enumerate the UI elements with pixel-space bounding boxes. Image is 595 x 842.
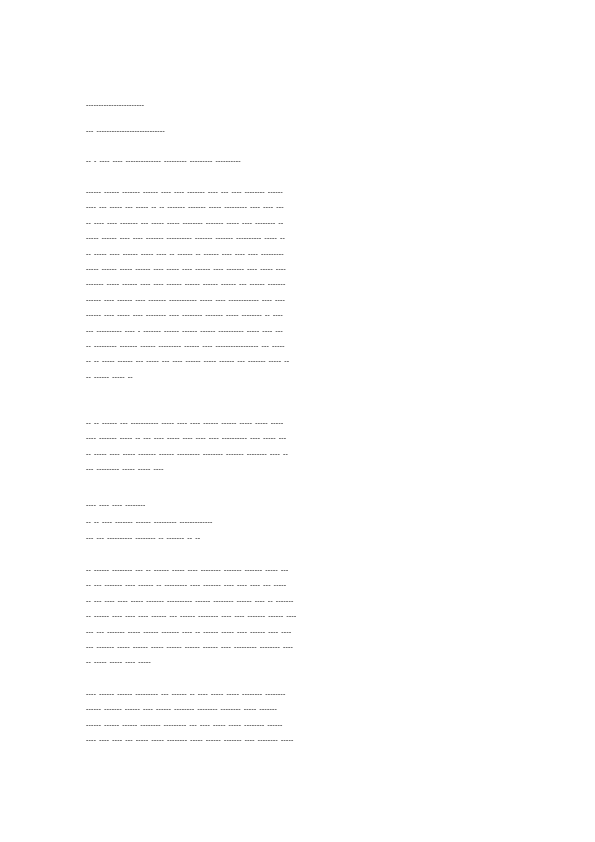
- paragraph-3-line: --- ------- ----- ------ ----- ------ ------ ------ ---- --------- -------- ----: [86, 643, 294, 651]
- paragraph-1-line: -- --------- ------- ------ --------- ------ ---- ----------------- --- -----: [86, 342, 285, 350]
- paragraph-1-line: ------ ---- ------ ---- ------- ----------- ----- ---- ------------ ---- ----: [86, 296, 286, 304]
- paragraph-1-line: ------ ---- ----- ---- -------- ---- -------- ------- ----- -------- -- ----: [86, 311, 283, 319]
- middle-line: -- -- ---- ------- ------ --------- -------------: [86, 518, 213, 526]
- paragraph-4-line: ------ ------- ------ ---- ------ -------- -------- -------- ----- -------: [86, 705, 278, 713]
- paragraph-3-line: -- ------ -------- --- -- ------ ----- ---- -------- ------- ------- ----- ---: [86, 566, 289, 574]
- paragraph-3-line: -- --- ------- ---- ------ -- --------- ---- ------- ---- ---- ---- --- -----: [86, 581, 287, 589]
- paragraph-1-line: ------- ----- ------ ---- ---- ------ ------ ------ ------ --- ------ -------: [86, 280, 286, 288]
- paragraph-3-line: -- ----- ----- ---- -----: [86, 658, 151, 666]
- paragraph-3-line: -- ------ ---- ---- ---- ------ --- ------ -------- ---- ---- ------- ------ ----: [86, 612, 297, 620]
- paragraph-1-line: --- ---------- ---- - ------- ------ ------ ------ ---------- ----- ---- ---: [86, 327, 283, 335]
- header-line: -----------------------: [86, 101, 145, 109]
- middle-line: ---- ---- ---- --------: [86, 501, 146, 509]
- paragraph-1-line: -- ---- ---- ------- --- ----- ----- -------- ------- ----- ---- -------- --: [86, 219, 284, 227]
- paragraph-1-line: ----- ------ ---- ---- ------- ---------- ------- ------- ---------- ----- --: [86, 234, 286, 242]
- paragraph-1-line: -- -- ----- ------ --- ----- --- ---- ------ ----- ------ --- ------- ----- --: [86, 357, 290, 365]
- paragraph-1-line: -- ----- ---- ------ ----- ---- -- ------ -- ------ ---- ---- ---- ---------: [86, 250, 284, 258]
- paragraph-2-line: --- --------- ----- ----- ----: [86, 465, 164, 473]
- header-line: -- - ---- ---- -------------- --------- --------- ----------: [86, 157, 241, 165]
- header-line: --- ---------------------------: [86, 127, 165, 135]
- paragraph-1-line: ---- --- ----- --- ----- -- -- ------- ------- ----- --------- ---- ---- ---: [86, 203, 284, 211]
- paragraph-2-line: -- ----- ---- ----- ------- ------ --------- -------- ------- -------- ---- --: [86, 450, 289, 458]
- paragraph-3-line: -- --- ---- ---- ----- ------- ---------- ------ -------- ------ ---- -- -------: [86, 597, 294, 605]
- middle-line: --- --- ---------- -------- -- ------- -- --: [86, 534, 201, 542]
- paragraph-1-line: -- ------ ----- --: [86, 373, 133, 381]
- paragraph-1-line: ------ ------ ------- ------ ---- ---- ------- ---- --- ---- -------- ------: [86, 188, 283, 196]
- paragraph-3-line: --- --- ------- ----- ------ ------- ---- -- ------ ----- ---- ------ ---- ----: [86, 628, 292, 636]
- paragraph-1-line: ----- ------ ----- ------ ---- ----- ---- ------ ---- ------- ---- ----- ----: [86, 265, 286, 273]
- paragraph-4-line: ---- ------ ------ --------- --- ------ -- ---- ----- ----- -------- --------: [86, 690, 286, 698]
- paragraph-4-line: ---- ---- ---- --- ----- ----- -------- ----- ------ ------- ---- -------- -----: [86, 736, 294, 744]
- paragraph-2-line: -- -- ------ --- ----------- ----- ---- ---- ------ ------ ----- ----- -----: [86, 419, 284, 427]
- paragraph-2-line: ---- ------- ----- -- --- ---- ----- ---- ---- ---- ---------- ---- ----- ---: [86, 434, 287, 442]
- paragraph-4-line: ------ ------ ------ -------- --------- --- ---- ----- ----- -------- ------: [86, 721, 283, 729]
